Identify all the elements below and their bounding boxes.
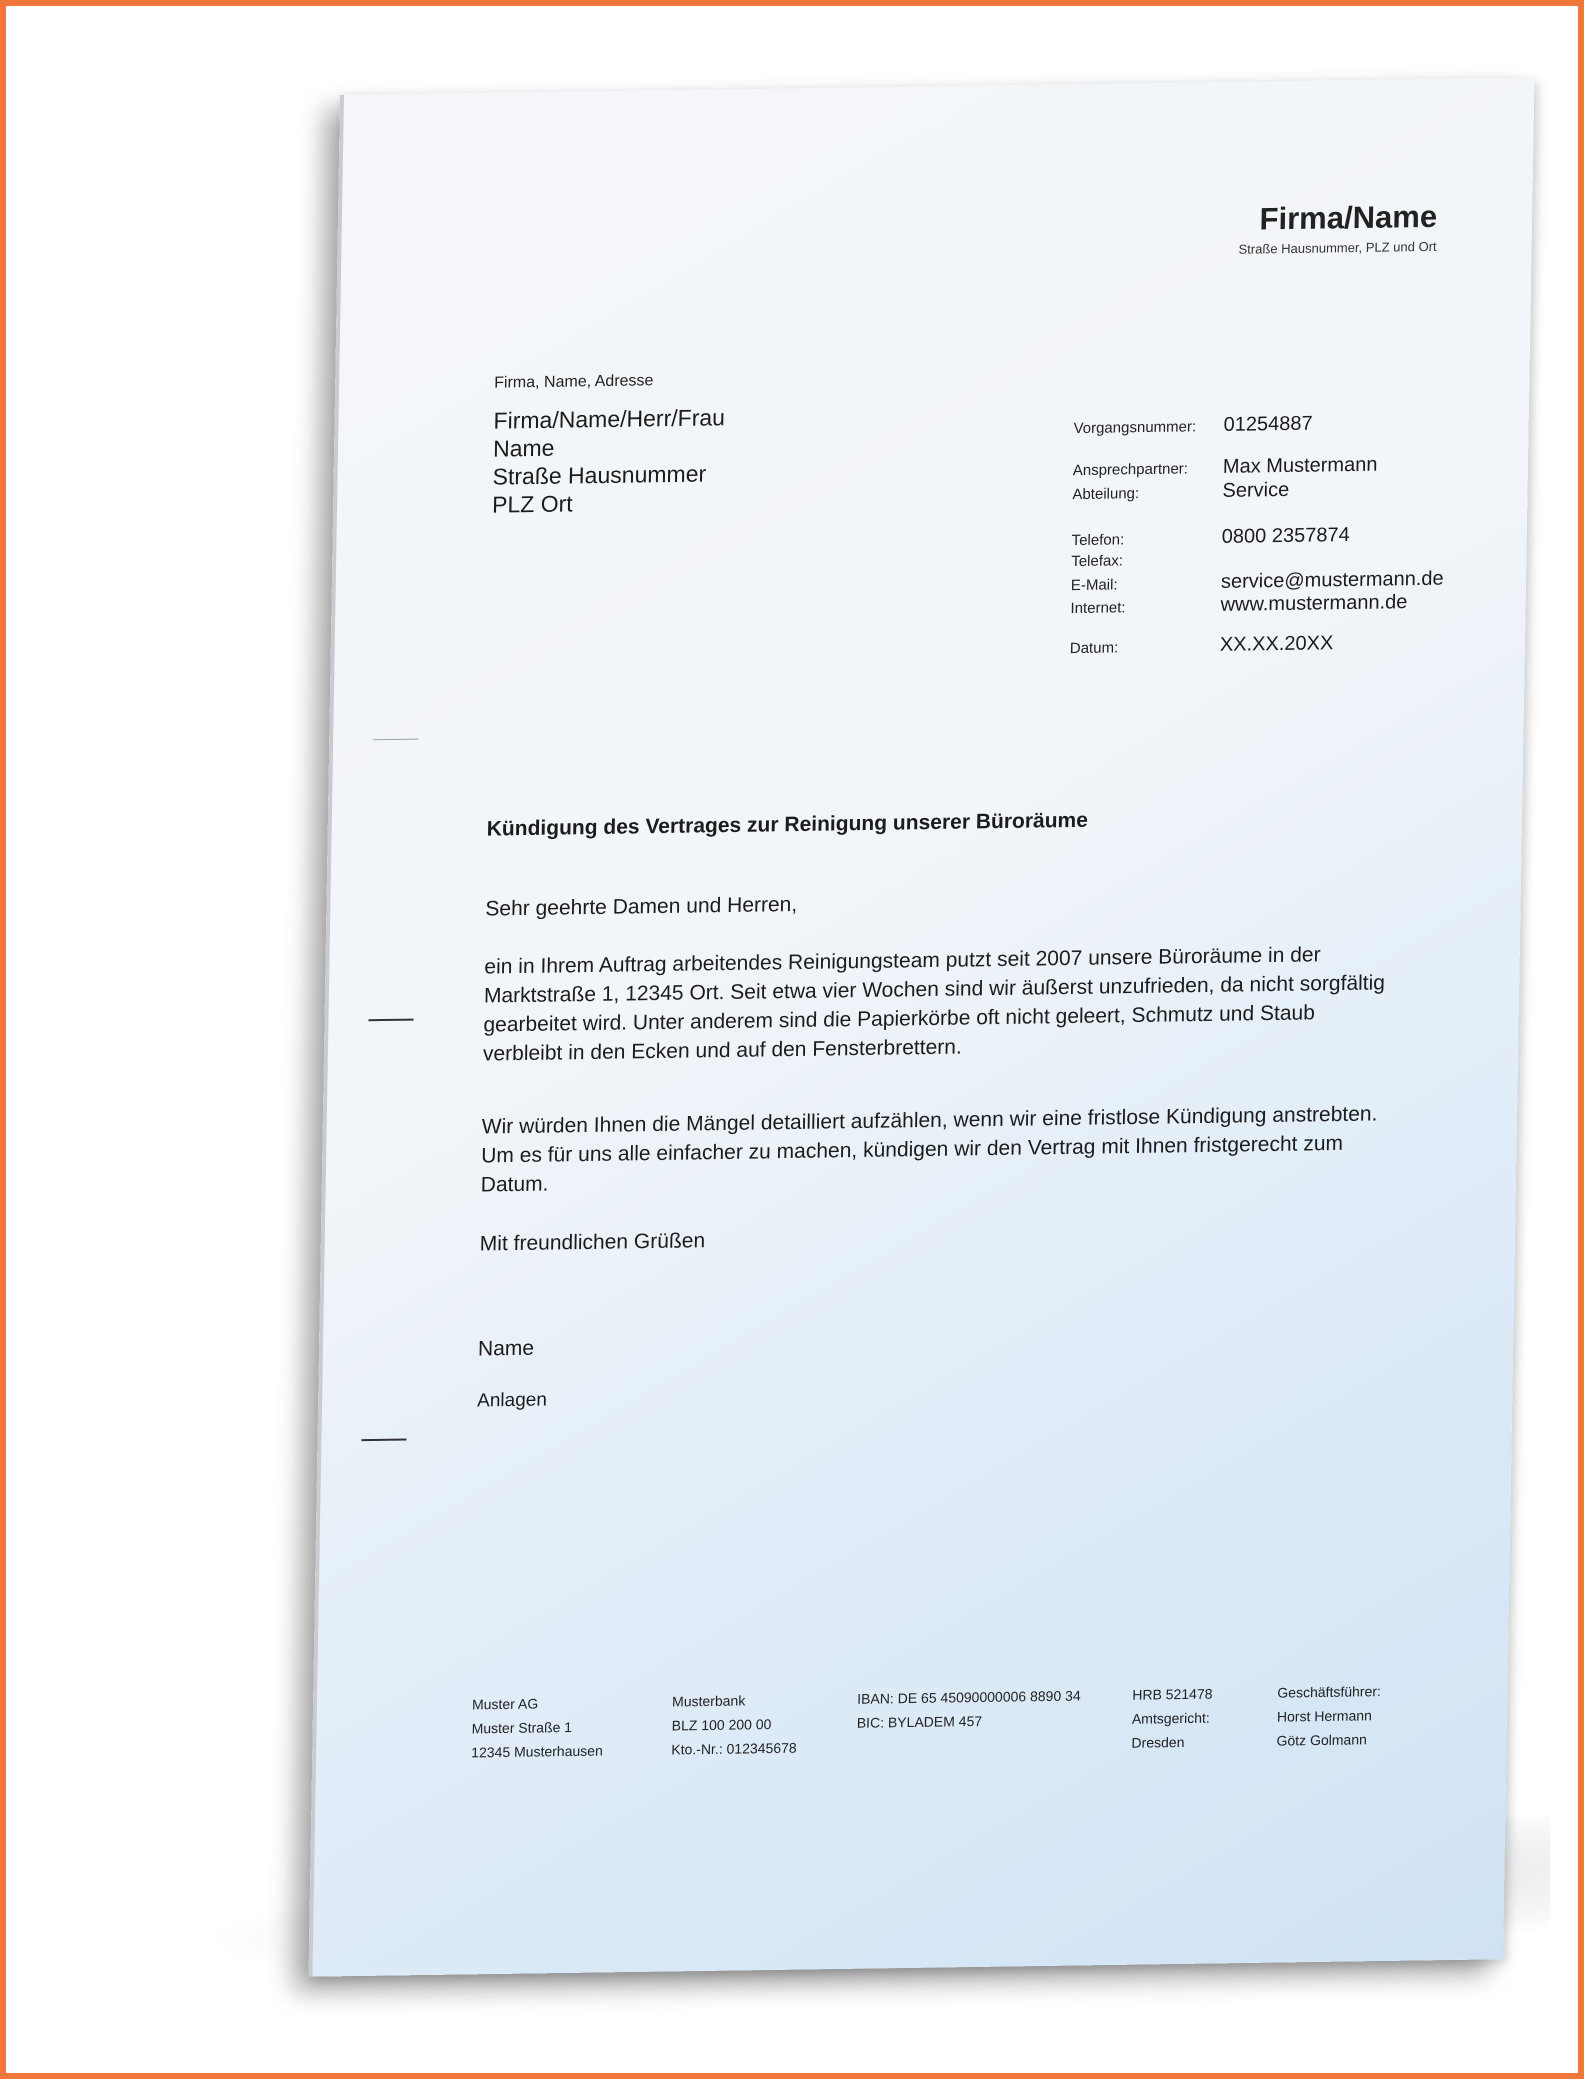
datum-label: Datum: — [1069, 639, 1119, 658]
abteilung-label: Abteilung: — [1072, 485, 1140, 504]
footer-line: BLZ 100 200 00 — [671, 1716, 772, 1734]
signature-name: Name — [477, 1336, 535, 1361]
telefon-label: Telefon: — [1071, 531, 1125, 550]
letter-closing: Mit freundlichen Grüßen — [479, 1229, 706, 1256]
datum-value: XX.XX.20XX — [1219, 632, 1334, 656]
recipient-line: Name — [492, 434, 555, 462]
sender-line: Firma, Name, Adresse — [494, 372, 654, 392]
footer-iban — [857, 1684, 1081, 1735]
fold-mark-middle — [368, 1019, 413, 1022]
footer-line: Amtsgericht: — [1131, 1709, 1210, 1727]
footer-line: 12345 Musterhausen — [471, 1742, 603, 1761]
fold-mark-bottom — [361, 1439, 406, 1442]
telefon-value: 0800 2357874 — [1221, 524, 1350, 548]
abteilung-value: Service — [1222, 478, 1290, 502]
footer-register — [1131, 1682, 1212, 1755]
footer-line: Musterbank — [671, 1692, 746, 1710]
email-label: E-Mail: — [1070, 576, 1118, 595]
recipient-address — [492, 403, 725, 518]
email-value: service@mustermann.de — [1220, 567, 1444, 593]
recipient-line: PLZ Ort — [491, 490, 573, 518]
footer-line: Horst Hermann — [1276, 1707, 1373, 1725]
footer-line: HRB 521478 — [1132, 1685, 1213, 1703]
footer-line: Geschäftsführer: — [1277, 1683, 1382, 1701]
footer-line: IBAN: DE 65 45090000006 8890 34 — [857, 1687, 1081, 1707]
letter-paragraph-1: ein in Ihrem Auftrag arbeitendes Reinigungsteam putzt seit 2007 unsere Büroräume in der Marktstraße 1, 12345 Ort. Seit etwa vier Wochen sind wir äußerst unzufrieden, da nicht sorgfältig gearbeitet wird. Unter anderem sind die Papierkörbe oft nicht geleert, Schmutz und Staub verbleibt in den Ecken und auf den Fensterbrettern. — [482, 943, 1386, 1066]
fold-mark-top — [373, 739, 418, 741]
footer-line: Muster Straße 1 — [471, 1718, 573, 1737]
telefax-label: Telefax: — [1071, 552, 1124, 571]
letter-page — [308, 77, 1534, 1976]
footer-line: Götz Golmann — [1276, 1731, 1367, 1749]
footer-management — [1276, 1679, 1381, 1753]
recipient-line: Firma/Name/Herr/Frau — [493, 404, 726, 434]
company-name: Firma/Name — [1259, 198, 1438, 237]
footer-line: BIC: BYLADEM 457 — [856, 1712, 983, 1731]
footer-line: Kto.-Nr.: 012345678 — [671, 1739, 797, 1758]
internet-label: Internet: — [1070, 599, 1126, 618]
recipient-line: Straße Hausnummer — [492, 460, 707, 490]
attachments-label: Anlagen — [476, 1389, 548, 1412]
footer-line: Muster AG — [471, 1695, 539, 1713]
footer-line: Dresden — [1131, 1733, 1185, 1751]
vorgang-label: Vorgangsnummer: — [1073, 418, 1197, 438]
company-address: Straße Hausnummer, PLZ und Ort — [1238, 238, 1437, 257]
footer-bank — [671, 1688, 798, 1762]
letter-paragraph-2: Wir würden Ihnen die Mängel detailliert aufzählen, wenn wir eine fristlose Kündigung anstrebten. Um es für uns alle einfacher zu machen, kündigen wir den Vertrag mit Ihnen fristgerecht zum Datum. — [480, 1102, 1378, 1197]
vorgang-value: 01254887 — [1223, 412, 1313, 436]
ansprech-label: Ansprechpartner: — [1072, 460, 1189, 480]
letter-subject: Kündigung des Vertrages zur Reinigung unserer Büroräume — [486, 808, 1089, 841]
ansprech-value: Max Mustermann — [1222, 453, 1378, 478]
internet-value: www.mustermann.de — [1220, 591, 1408, 616]
footer-company — [471, 1691, 604, 1765]
letter-greeting: Sehr geehrte Damen und Herren, — [485, 892, 798, 921]
